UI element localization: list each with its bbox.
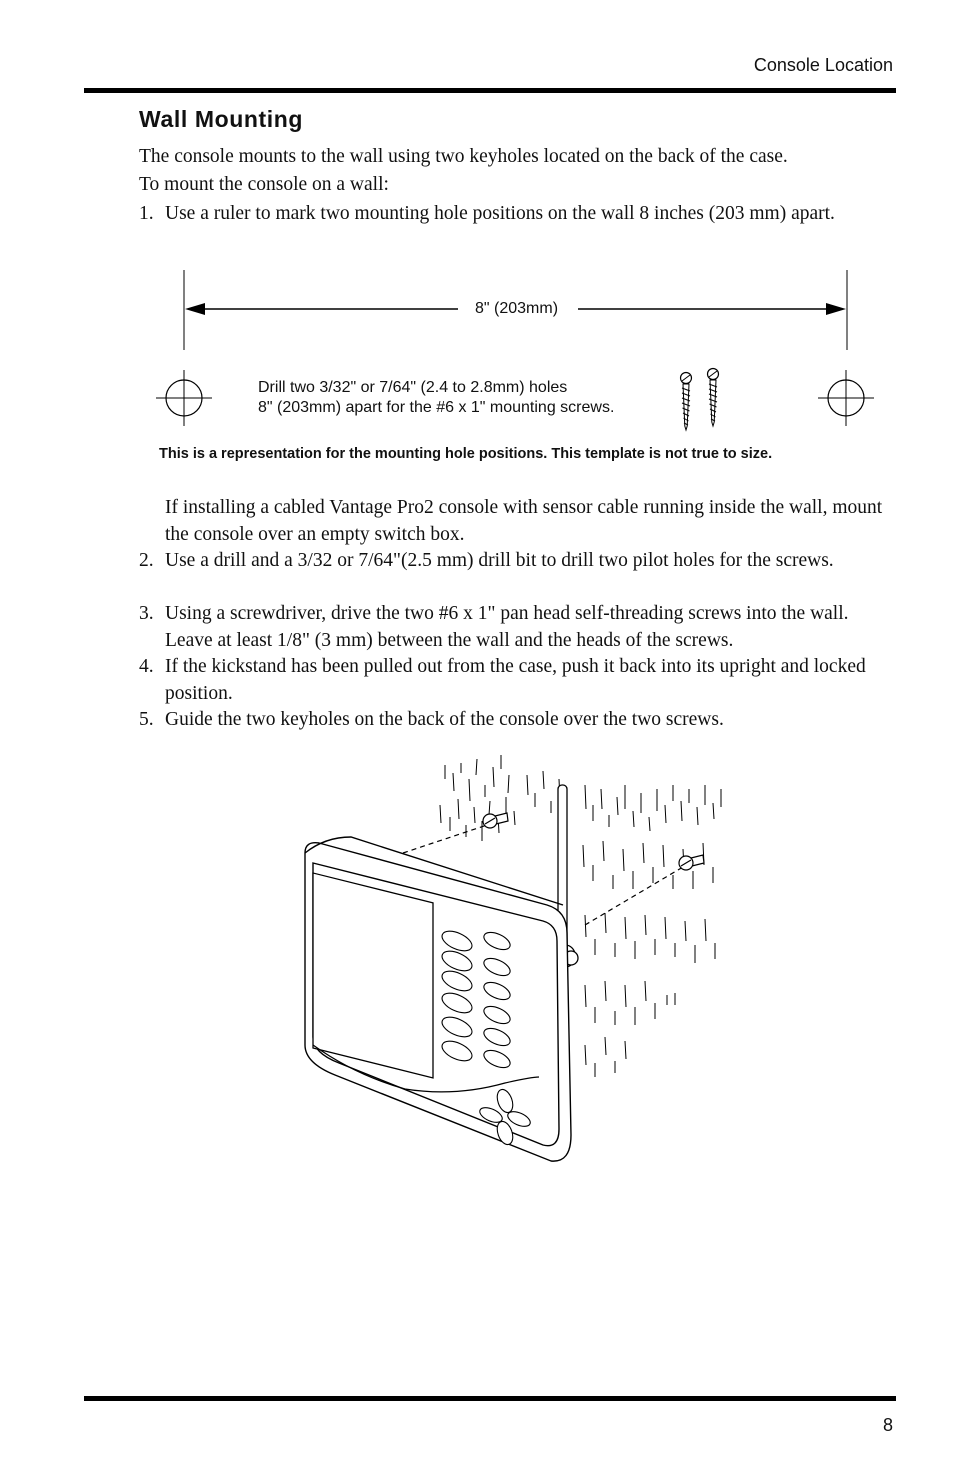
- step-3: [139, 601, 889, 654]
- step-text: Use a ruler to mark two mounting hole positions on the wall 8 inches (203 mm) apart.: [165, 203, 835, 224]
- footer-rule: [84, 1396, 896, 1401]
- screw-icon: [681, 373, 692, 431]
- step-text: Use a drill and a 3/32 or 7/64"(2.5 mm) drill bit to drill two pilot holes for the screws.: [165, 550, 834, 571]
- header-rule: [84, 88, 896, 93]
- step-number: 4.: [139, 656, 154, 677]
- drill-instruction-line: 8" (203mm) apart for the #6 x 1" mounting screws.: [258, 399, 615, 416]
- mounting-template: [140, 262, 900, 437]
- step-number: 3.: [139, 603, 154, 624]
- intro-lead-in: To mount the console on a wall:: [139, 174, 389, 195]
- left-arrow-icon: [185, 303, 205, 315]
- step-number: 5.: [139, 709, 154, 730]
- left-hole-crosshair-icon: [156, 370, 212, 426]
- wall-screw-icon: [483, 813, 508, 828]
- right-hole-crosshair-icon: [818, 370, 874, 426]
- step-1: [139, 201, 889, 228]
- step-2: [139, 548, 889, 575]
- alignment-line-right: [585, 867, 683, 925]
- wall-screw-icon: [679, 855, 704, 870]
- intro-paragraph: The console mounts to the wall using two keyholes located on the back of the case.: [139, 146, 788, 167]
- step-text: If the kickstand has been pulled out from the case, push it back into its upright and locked position.: [165, 656, 866, 704]
- step-text: Guide the two keyholes on the back of the console over the two screws.: [165, 709, 724, 730]
- cable-note: If installing a cabled Vantage Pro2 console with sensor cable running inside the wall, mount the console over an empty switch box.: [165, 497, 883, 545]
- dimension-label: 8" (203mm): [475, 300, 559, 317]
- template-caption: This is a representation for the mounting hole positions. This template is not true to size.: [159, 446, 773, 462]
- step-4: [139, 654, 889, 707]
- step-number: 1.: [139, 203, 154, 224]
- section-title: Wall Mounting: [139, 106, 304, 132]
- page-number: 8: [882, 1415, 893, 1435]
- right-arrow-icon: [826, 303, 846, 315]
- running-header: Console Location: [753, 55, 893, 75]
- drill-instructions: [258, 378, 614, 418]
- step-text: Using a screwdriver, drive the two #6 x 1" pan head self-threading screws into the wall. Leave at least 1/8" (3 mm) between the wall and the heads of the screws.: [165, 603, 849, 651]
- screw-icon: [708, 369, 719, 427]
- step-5: [139, 707, 889, 734]
- drill-instruction-line: Drill two 3/32" or 7/64" (2.4 to 2.8mm) holes: [258, 379, 568, 396]
- console-drawing: [295, 745, 735, 1170]
- console-mounting-illustration: [295, 745, 735, 1170]
- alignment-line-left: [403, 825, 487, 853]
- step-number: 2.: [139, 550, 154, 571]
- console-screen: [313, 873, 433, 1078]
